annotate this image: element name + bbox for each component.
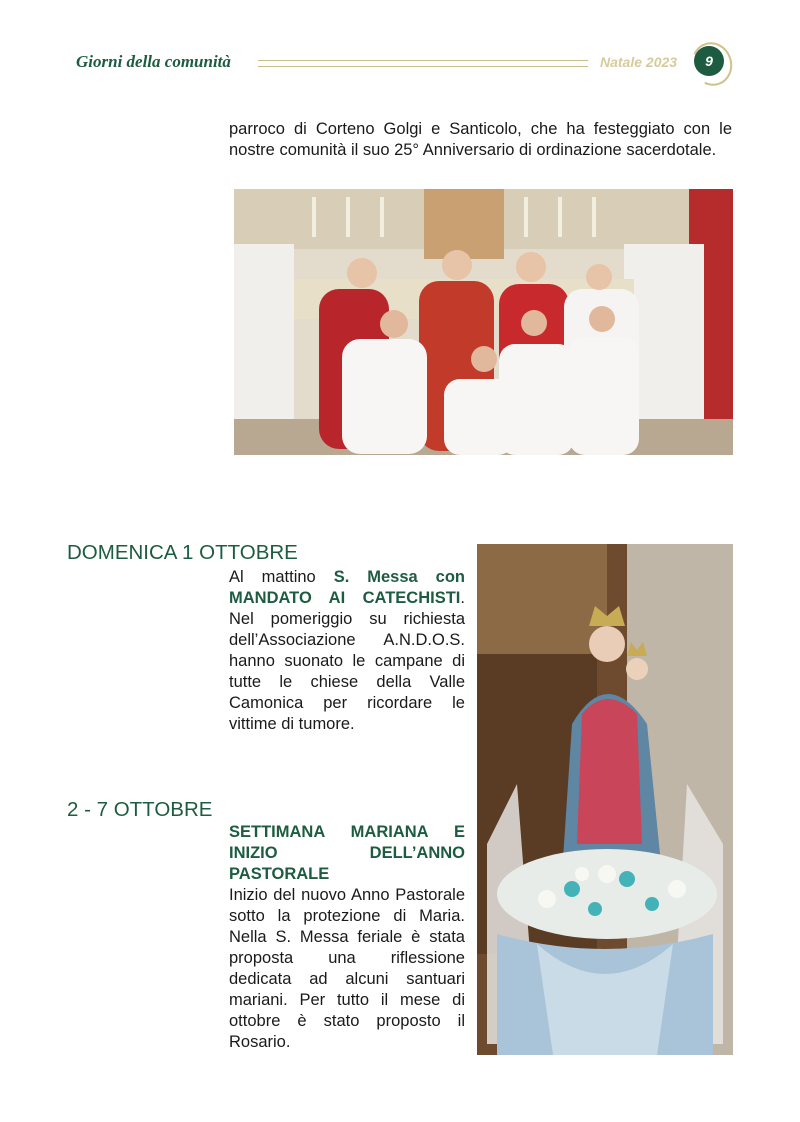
section-heading-2-7-october: 2 - 7 OTTOBRE: [67, 798, 213, 821]
running-header-title: Giorni della comunità: [76, 52, 231, 71]
header-rule: [258, 60, 588, 67]
madonna-photo-drawing: [477, 544, 733, 1055]
section-body-2-7-october: [229, 822, 465, 1053]
madonna-statue-photo: [477, 544, 733, 1055]
section-body-1-october: [229, 567, 465, 735]
section-highlight-text: S. Messa con MANDATO AI CATECHISTI: [229, 568, 465, 607]
section-subheading: SETTIMANA MARIANA E INIZIO DELL’ANNO PASTORALE: [229, 823, 465, 883]
intro-paragraph: parroco di Corteno Golgi e Santicolo, che ha festeggiato con le nostre comunità il suo 25° Anniversario di ordinazione sacerdotale.: [229, 120, 732, 159]
running-header-issue: Natale 2023: [600, 54, 678, 70]
section-lead-text: Al mattino: [229, 568, 334, 586]
page-number-badge: [690, 42, 734, 86]
section-heading-1-october: DOMENICA 1 OTTOBRE: [67, 541, 298, 564]
group-photo-drawing: [234, 189, 733, 455]
section-paragraph: Inizio del nuovo Anno Pastorale sotto la protezione di Maria. Nella S. Messa feriale è stata proposta una riflessione dedicata ad alcuni santuari mariani. Per tutto il mese di ottobre è stato proposto il Rosario.: [229, 886, 465, 1051]
group-photo-altar: [234, 189, 733, 455]
page-number: 9: [694, 46, 724, 76]
section-highlight-punctuation: .: [460, 589, 465, 607]
section-paragraph: Nel pomeriggio su richiesta dell’Associazione A.N.D.O.S. hanno suonato le campane di tutte le chiese della Valle Camonica per ricordare le vittime di tumore.: [229, 610, 465, 733]
